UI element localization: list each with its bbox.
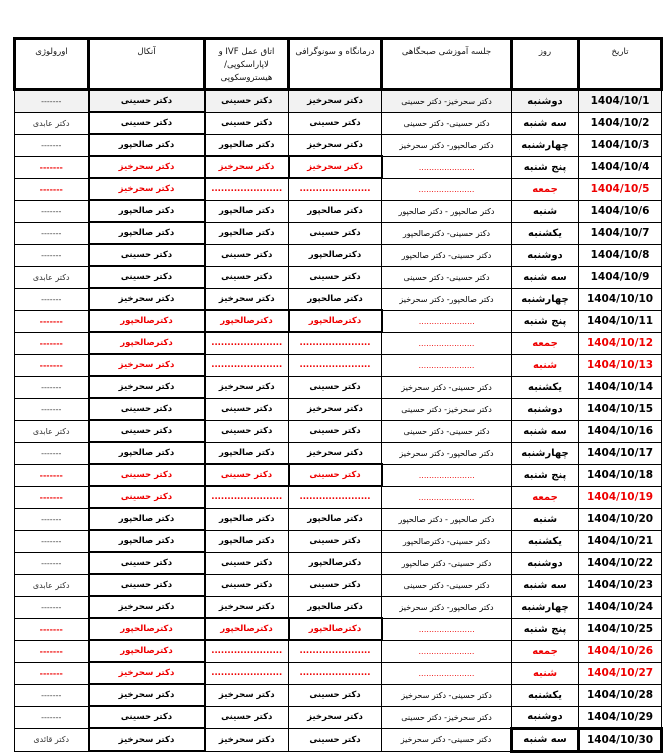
cell-morning: ...................... bbox=[382, 310, 512, 332]
cell-clinic: دکتر صالحپور bbox=[289, 288, 382, 310]
cell-urology: ------- bbox=[15, 354, 89, 376]
cell-date: 1404/10/3 bbox=[579, 134, 662, 156]
cell-urology: ------- bbox=[15, 156, 89, 178]
cell-ivf: دکترصالحپور bbox=[205, 618, 289, 640]
cell-clinic: ...................... bbox=[289, 332, 382, 354]
cell-day: پنج شنبه bbox=[512, 310, 579, 332]
schedule-row bbox=[15, 134, 662, 156]
cell-clinic: دکتر حسینی bbox=[289, 376, 382, 398]
cell-urology: ------- bbox=[15, 596, 89, 618]
cell-ivf: دکتر حسینی bbox=[205, 420, 289, 442]
cell-day: جمعه bbox=[512, 178, 579, 200]
schedule-wrap bbox=[13, 37, 663, 753]
cell-clinic: دکتر سحرخیز bbox=[289, 134, 382, 156]
schedule-row bbox=[15, 640, 662, 662]
cell-clinic: دکتر سحرخیز bbox=[289, 90, 382, 113]
cell-ivf: دکتر حسینی bbox=[205, 266, 289, 288]
cell-morning: دکتر صالحپور- دکتر سحرخیز bbox=[382, 134, 512, 156]
cell-ivf: دکتر صالحپور bbox=[205, 442, 289, 464]
cell-oncall: دکتر صالحپور bbox=[89, 508, 205, 530]
cell-urology: ------- bbox=[15, 508, 89, 530]
cell-clinic: دکترصالحپور bbox=[289, 244, 382, 266]
header-row bbox=[15, 39, 662, 90]
cell-oncall: دکترصالحپور bbox=[89, 640, 205, 662]
cell-oncall: دکتر سحرخیز bbox=[89, 156, 205, 178]
cell-day: سه شنبه bbox=[512, 112, 579, 134]
cell-urology: ------- bbox=[15, 134, 89, 156]
cell-urology: ------- bbox=[15, 288, 89, 310]
cell-oncall: دکترصالحپور bbox=[89, 618, 205, 640]
cell-date: 1404/10/27 bbox=[579, 662, 662, 684]
cell-ivf: ...................... bbox=[205, 354, 289, 376]
cell-date: 1404/10/5 bbox=[579, 178, 662, 200]
cell-oncall: دکتر صالحپور bbox=[89, 134, 205, 156]
cell-date: 1404/10/24 bbox=[579, 596, 662, 618]
cell-day: پنج شنبه bbox=[512, 464, 579, 486]
schedule-row bbox=[15, 706, 662, 728]
schedule-row bbox=[15, 90, 662, 113]
cell-oncall: دکتر حسینی bbox=[89, 552, 205, 574]
cell-clinic: دکترصالحپور bbox=[289, 310, 382, 332]
schedule-row bbox=[15, 464, 662, 486]
schedule-row bbox=[15, 156, 662, 178]
schedule-row bbox=[15, 530, 662, 552]
schedule-row bbox=[15, 178, 662, 200]
cell-day: سه شنبه bbox=[512, 574, 579, 596]
cell-clinic: دکترصالحپور bbox=[289, 552, 382, 574]
schedule-row bbox=[15, 354, 662, 376]
schedule-row bbox=[15, 222, 662, 244]
cell-oncall: دکتر صالحپور bbox=[89, 442, 205, 464]
schedule-row bbox=[15, 662, 662, 684]
cell-ivf: ...................... bbox=[205, 332, 289, 354]
cell-morning: دکتر صالحپور- دکتر سحرخیز bbox=[382, 288, 512, 310]
cell-day: دوشنبه bbox=[512, 706, 579, 728]
cell-date: 1404/10/16 bbox=[579, 420, 662, 442]
schedule-row bbox=[15, 244, 662, 266]
cell-date: 1404/10/22 bbox=[579, 552, 662, 574]
cell-clinic: دکتر حسینی bbox=[289, 728, 382, 751]
cell-urology: ------- bbox=[15, 706, 89, 728]
cell-urology: ------- bbox=[15, 178, 89, 200]
cell-morning: دکتر حسینی- دکترصالحپور bbox=[382, 530, 512, 552]
cell-date: 1404/10/26 bbox=[579, 640, 662, 662]
schedule-row bbox=[15, 332, 662, 354]
cell-urology: ------- bbox=[15, 310, 89, 332]
schedule-row bbox=[15, 398, 662, 420]
cell-morning: دکتر صالحپور - دکتر صالحپور bbox=[382, 508, 512, 530]
cell-clinic: دکتر صالحپور bbox=[289, 200, 382, 222]
cell-day: شنبه bbox=[512, 200, 579, 222]
cell-ivf: دکتر سحرخیز bbox=[205, 684, 289, 706]
cell-oncall: دکتر حسینی bbox=[89, 420, 205, 442]
cell-clinic: ...................... bbox=[289, 640, 382, 662]
cell-urology: ------- bbox=[15, 618, 89, 640]
cell-urology: ------- bbox=[15, 486, 89, 508]
cell-clinic: ...................... bbox=[289, 486, 382, 508]
cell-ivf: دکتر حسینی bbox=[205, 574, 289, 596]
cell-morning: دکتر صالحپور- دکتر سحرخیز bbox=[382, 596, 512, 618]
schedule-row bbox=[15, 310, 662, 332]
cell-day: شنبه bbox=[512, 662, 579, 684]
cell-date: 1404/10/29 bbox=[579, 706, 662, 728]
cell-oncall: دکتر سحرخیز bbox=[89, 728, 205, 751]
cell-day: جمعه bbox=[512, 486, 579, 508]
cell-date: 1404/10/30 bbox=[579, 728, 662, 751]
cell-day: سه شنبه bbox=[512, 266, 579, 288]
cell-morning: ...................... bbox=[382, 354, 512, 376]
cell-day: شنبه bbox=[512, 354, 579, 376]
cell-urology: ------- bbox=[15, 332, 89, 354]
cell-clinic: دکتر صالحپور bbox=[289, 508, 382, 530]
schedule-header bbox=[15, 39, 662, 90]
cell-clinic: دکتر سحرخیز bbox=[289, 398, 382, 420]
schedule-body bbox=[15, 90, 662, 752]
cell-oncall: دکتر حسینی bbox=[89, 90, 205, 113]
cell-morning: ...................... bbox=[382, 662, 512, 684]
cell-oncall: دکتر حسینی bbox=[89, 266, 205, 288]
cell-urology: ------- bbox=[15, 530, 89, 552]
schedule-row bbox=[15, 288, 662, 310]
schedule-row bbox=[15, 112, 662, 134]
cell-urology: دکتر قائدی bbox=[15, 728, 89, 751]
cell-ivf: دکتر صالحپور bbox=[205, 134, 289, 156]
cell-morning: دکتر حسینی- دکتر حسینی bbox=[382, 574, 512, 596]
cell-clinic: دکتر حسینی bbox=[289, 530, 382, 552]
cell-ivf: دکتر حسینی bbox=[205, 552, 289, 574]
cell-morning: دکتر حسینی- دکتر صالحپور bbox=[382, 552, 512, 574]
cell-day: پنج شنبه bbox=[512, 618, 579, 640]
cell-day: دوشنبه bbox=[512, 398, 579, 420]
header-cell-urology: اورولوژی bbox=[15, 39, 89, 90]
cell-oncall: دکتر سحرخیز bbox=[89, 354, 205, 376]
cell-ivf: دکتر حسینی bbox=[205, 706, 289, 728]
cell-day: پنج شنبه bbox=[512, 156, 579, 178]
cell-oncall: دکترصالحپور bbox=[89, 332, 205, 354]
cell-clinic: ...................... bbox=[289, 662, 382, 684]
cell-day: دوشنبه bbox=[512, 552, 579, 574]
schedule-row bbox=[15, 420, 662, 442]
cell-oncall: دکتر حسینی bbox=[89, 574, 205, 596]
cell-morning: دکتر صالحپور- دکتر سحرخیز bbox=[382, 442, 512, 464]
cell-ivf: دکتر حسینی bbox=[205, 90, 289, 113]
cell-date: 1404/10/7 bbox=[579, 222, 662, 244]
cell-date: 1404/10/28 bbox=[579, 684, 662, 706]
cell-urology: ------- bbox=[15, 552, 89, 574]
cell-clinic: دکتر سحرخیز bbox=[289, 156, 382, 178]
cell-date: 1404/10/6 bbox=[579, 200, 662, 222]
schedule-table bbox=[13, 37, 663, 753]
cell-urology: ------- bbox=[15, 222, 89, 244]
cell-date: 1404/10/25 bbox=[579, 618, 662, 640]
header-cell-date: تاریخ bbox=[579, 39, 662, 90]
cell-oncall: دکتر صالحپور bbox=[89, 530, 205, 552]
cell-date: 1404/10/20 bbox=[579, 508, 662, 530]
cell-morning: دکتر سحرخیز- دکتر حسینی bbox=[382, 90, 512, 113]
cell-clinic: ...................... bbox=[289, 354, 382, 376]
cell-ivf: دکتر سحرخیز bbox=[205, 596, 289, 618]
cell-clinic: دکتر سحرخیز bbox=[289, 706, 382, 728]
cell-date: 1404/10/18 bbox=[579, 464, 662, 486]
cell-ivf: ...................... bbox=[205, 486, 289, 508]
cell-morning: دکتر حسینی- دکتر سحرخیز bbox=[382, 728, 512, 751]
cell-morning: دکتر صالحپور - دکتر صالحپور bbox=[382, 200, 512, 222]
cell-clinic: دکترصالحپور bbox=[289, 618, 382, 640]
cell-urology: دکتر عابدی bbox=[15, 112, 89, 134]
cell-ivf: دکتر سحرخیز bbox=[205, 728, 289, 751]
cell-ivf: دکتر سحرخیز bbox=[205, 376, 289, 398]
cell-morning: دکتر حسینی- دکتر سحرخیز bbox=[382, 684, 512, 706]
schedule-row bbox=[15, 508, 662, 530]
cell-oncall: دکتر حسینی bbox=[89, 398, 205, 420]
cell-date: 1404/10/11 bbox=[579, 310, 662, 332]
cell-morning: ...................... bbox=[382, 486, 512, 508]
cell-date: 1404/10/12 bbox=[579, 332, 662, 354]
cell-clinic: ...................... bbox=[289, 178, 382, 200]
header-cell-ivf: اتاق عمل IVF و لاپاراسکوپی/ هیستروسکوپی bbox=[205, 39, 289, 90]
cell-date: 1404/10/23 bbox=[579, 574, 662, 596]
cell-oncall: دکترصالحپور bbox=[89, 310, 205, 332]
cell-date: 1404/10/19 bbox=[579, 486, 662, 508]
cell-day: یکشنبه bbox=[512, 376, 579, 398]
cell-urology: ------- bbox=[15, 684, 89, 706]
cell-morning: ...................... bbox=[382, 332, 512, 354]
schedule-row bbox=[15, 618, 662, 640]
schedule-row bbox=[15, 266, 662, 288]
cell-date: 1404/10/8 bbox=[579, 244, 662, 266]
schedule-row bbox=[15, 728, 662, 751]
cell-urology: دکتر عابدی bbox=[15, 574, 89, 596]
schedule-row bbox=[15, 486, 662, 508]
cell-clinic: دکتر حسینی bbox=[289, 222, 382, 244]
cell-oncall: دکتر حسینی bbox=[89, 486, 205, 508]
cell-oncall: دکتر حسینی bbox=[89, 706, 205, 728]
cell-urology: ------- bbox=[15, 464, 89, 486]
cell-ivf: دکتر صالحپور bbox=[205, 222, 289, 244]
cell-oncall: دکتر صالحپور bbox=[89, 200, 205, 222]
cell-ivf: دکتر صالحپور bbox=[205, 508, 289, 530]
cell-morning: دکتر حسینی- دکتر صالحپور bbox=[382, 244, 512, 266]
cell-date: 1404/10/21 bbox=[579, 530, 662, 552]
cell-ivf: دکتر حسینی bbox=[205, 464, 289, 486]
cell-date: 1404/10/1 bbox=[579, 90, 662, 113]
cell-urology: ------- bbox=[15, 376, 89, 398]
cell-ivf: دکترصالحپور bbox=[205, 310, 289, 332]
cell-clinic: دکتر حسینی bbox=[289, 464, 382, 486]
cell-ivf: دکتر صالحپور bbox=[205, 530, 289, 552]
cell-morning: ...................... bbox=[382, 618, 512, 640]
header-cell-oncall: آنکال bbox=[89, 39, 205, 90]
cell-morning: دکتر حسینی- دکتر حسینی bbox=[382, 266, 512, 288]
cell-clinic: دکتر حسینی bbox=[289, 266, 382, 288]
cell-date: 1404/10/13 bbox=[579, 354, 662, 376]
cell-urology: ------- bbox=[15, 200, 89, 222]
schedule-row bbox=[15, 574, 662, 596]
cell-ivf: دکتر سحرخیز bbox=[205, 156, 289, 178]
cell-oncall: دکتر سحرخیز bbox=[89, 178, 205, 200]
cell-day: دوشنبه bbox=[512, 90, 579, 113]
cell-date: 1404/10/4 bbox=[579, 156, 662, 178]
cell-day: جمعه bbox=[512, 332, 579, 354]
cell-ivf: ...................... bbox=[205, 640, 289, 662]
schedule-row bbox=[15, 596, 662, 618]
cell-clinic: دکتر صالحپور bbox=[289, 596, 382, 618]
cell-morning: ...................... bbox=[382, 156, 512, 178]
cell-morning: ...................... bbox=[382, 178, 512, 200]
cell-day: دوشنبه bbox=[512, 244, 579, 266]
cell-ivf: ...................... bbox=[205, 178, 289, 200]
cell-morning: دکتر سحرخیز- دکتر حسینی bbox=[382, 398, 512, 420]
cell-oncall: دکتر سحرخیز bbox=[89, 662, 205, 684]
cell-date: 1404/10/17 bbox=[579, 442, 662, 464]
cell-ivf: ...................... bbox=[205, 662, 289, 684]
cell-clinic: دکتر حسینی bbox=[289, 420, 382, 442]
cell-day: یکشنبه bbox=[512, 530, 579, 552]
cell-day: یکشنبه bbox=[512, 684, 579, 706]
cell-oncall: دکتر سحرخیز bbox=[89, 288, 205, 310]
cell-oncall: دکتر سحرخیز bbox=[89, 376, 205, 398]
cell-oncall: دکتر حسینی bbox=[89, 112, 205, 134]
cell-morning: دکتر حسینی- دکتر حسینی bbox=[382, 420, 512, 442]
header-cell-day: روز bbox=[512, 39, 579, 90]
schedule-row bbox=[15, 376, 662, 398]
cell-ivf: دکتر سحرخیز bbox=[205, 288, 289, 310]
cell-clinic: دکتر حسینی bbox=[289, 574, 382, 596]
cell-urology: دکتر عابدی bbox=[15, 266, 89, 288]
schedule-row bbox=[15, 684, 662, 706]
cell-urology: ------- bbox=[15, 398, 89, 420]
cell-oncall: دکتر سحرخیز bbox=[89, 596, 205, 618]
cell-morning: دکتر حسینی- دکتر سحرخیز bbox=[382, 376, 512, 398]
cell-oncall: دکتر حسینی bbox=[89, 244, 205, 266]
cell-urology: ------- bbox=[15, 662, 89, 684]
cell-date: 1404/10/10 bbox=[579, 288, 662, 310]
cell-day: شنبه bbox=[512, 508, 579, 530]
cell-day: یکشنبه bbox=[512, 222, 579, 244]
cell-urology: ------- bbox=[15, 90, 89, 113]
cell-ivf: دکتر حسینی bbox=[205, 398, 289, 420]
cell-day: چهارشنبه bbox=[512, 288, 579, 310]
cell-clinic: دکتر حسینی bbox=[289, 684, 382, 706]
cell-morning: دکتر حسینی- دکتر حسینی bbox=[382, 112, 512, 134]
cell-date: 1404/10/14 bbox=[579, 376, 662, 398]
schedule-row bbox=[15, 442, 662, 464]
cell-ivf: دکتر حسینی bbox=[205, 112, 289, 134]
cell-date: 1404/10/15 bbox=[579, 398, 662, 420]
cell-urology: ------- bbox=[15, 244, 89, 266]
cell-urology: ------- bbox=[15, 442, 89, 464]
cell-day: چهارشنبه bbox=[512, 134, 579, 156]
schedule-row bbox=[15, 552, 662, 574]
cell-oncall: دکتر سحرخیز bbox=[89, 684, 205, 706]
cell-date: 1404/10/2 bbox=[579, 112, 662, 134]
cell-day: سه شنبه bbox=[512, 420, 579, 442]
cell-oncall: دکتر حسینی bbox=[89, 464, 205, 486]
cell-morning: ...................... bbox=[382, 640, 512, 662]
cell-urology: دکتر عابدی bbox=[15, 420, 89, 442]
cell-ivf: دکتر صالحپور bbox=[205, 200, 289, 222]
cell-day: سه شنبه bbox=[512, 728, 579, 751]
cell-oncall: دکتر صالحپور bbox=[89, 222, 205, 244]
header-cell-morning: جلسه آموزشی صبحگاهی bbox=[382, 39, 512, 90]
cell-urology: ------- bbox=[15, 640, 89, 662]
cell-clinic: دکتر حسینی bbox=[289, 112, 382, 134]
cell-day: چهارشنبه bbox=[512, 442, 579, 464]
schedule-row bbox=[15, 200, 662, 222]
cell-ivf: دکتر حسینی bbox=[205, 244, 289, 266]
header-cell-clinic: درمانگاه و سونوگرافی bbox=[289, 39, 382, 90]
cell-morning: دکتر حسینی- دکترصالحپور bbox=[382, 222, 512, 244]
cell-day: جمعه bbox=[512, 640, 579, 662]
cell-date: 1404/10/9 bbox=[579, 266, 662, 288]
cell-clinic: دکتر سحرخیز bbox=[289, 442, 382, 464]
cell-day: چهارشنبه bbox=[512, 596, 579, 618]
cell-morning: دکتر سحرخیز- دکتر حسینی bbox=[382, 706, 512, 728]
cell-morning: ...................... bbox=[382, 464, 512, 486]
